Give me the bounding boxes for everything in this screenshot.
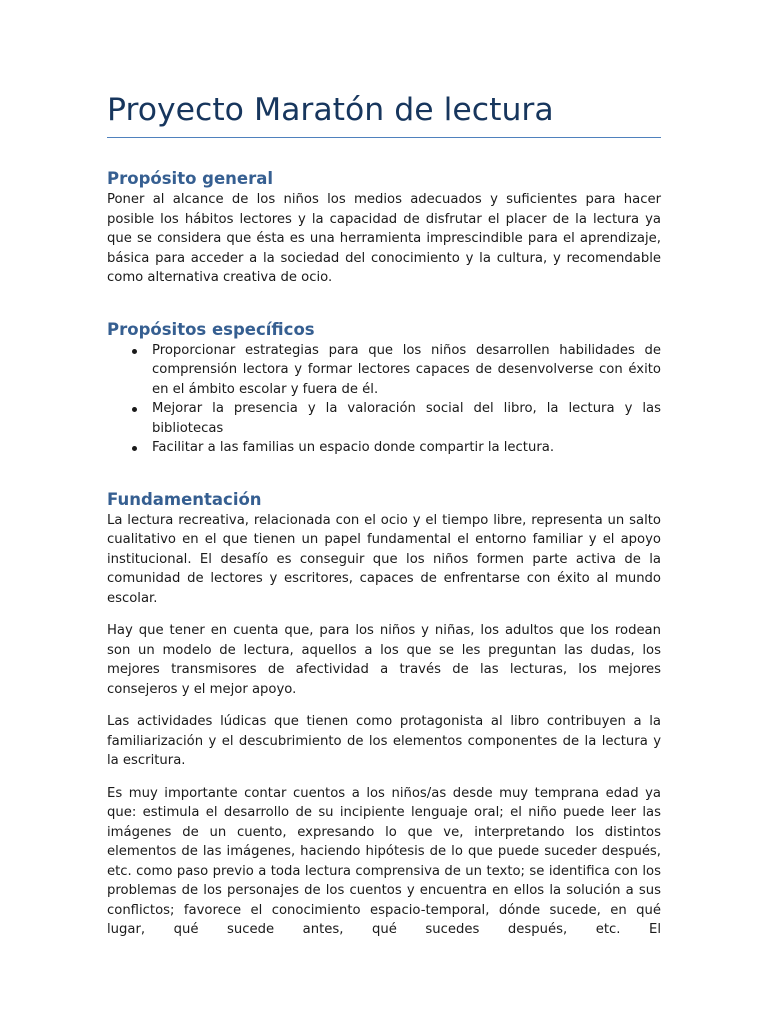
- bullet-item: [107, 438, 661, 458]
- paragraph-fundamentacion-4: Es muy importante contar cuentos a los niños/as desde muy temprana edad ya que: estimula el desarrollo de su incipiente lenguaje oral; el niño puede leer las imágenes de un cuento, expresando lo que ve, interpretando los distintos elementos de las imágenes, haciendo hipótesis de lo que puede suceder después, etc. como paso previo a toda lectura comprensiva de un texto; se identifica con los problemas de los personajes de los cuentos y encuentra en ellos la solución a sus conflictos; favorece el conocimiento espacio-temporal, dónde sucede, en qué lugar, qué sucede antes, qué sucedes después, etc. El: [107, 785, 661, 937]
- bullet-item: [107, 399, 661, 438]
- bullet-list-propositos: [107, 341, 661, 458]
- section-spacer: [107, 288, 661, 319]
- section-spacer: [107, 458, 661, 489]
- paragraph-spacer: [107, 771, 661, 784]
- paragraph-fundamentacion-1: La lectura recreativa, relacionada con el ocio y el tiempo libre, representa un salto cualitativo en el que tienen un papel fundamental el entorno familiar y el apoyo institucional. El desafío es conseguir que los niños formen parte activa de la comunidad de lectores y escritores, capaces de enfrentarse con éxito al mundo escolar.: [107, 512, 661, 606]
- bullet-dot-icon: [132, 407, 137, 412]
- bullet-text: Proporcionar estrategias para que los niños desarrollen habilidades de comprensión lectora y formar lectores capaces de desenvolverse con éxito en el ámbito escolar y fuera de él.: [152, 342, 661, 397]
- heading-propositos-especificos: Propósitos específicos: [107, 319, 315, 339]
- document-content: [107, 86, 661, 940]
- heading-fundamentacion: Fundamentación: [107, 489, 262, 509]
- heading-proposito-general: Propósito general: [107, 169, 274, 188]
- document-title: Proyecto Maratón de lectura: [107, 92, 554, 128]
- title-underline-rule: [107, 137, 661, 138]
- paragraph-proposito-general: Poner al alcance de los niños los medios adecuados y suficientes para hacer posible los hábitos lectores y la capacidad de disfrutar el placer de la lectura ya que se considera que ésta es una herramienta imprescindible para el aprendizaje, básica para acceder a la sociedad del conocimiento y la cultura, y recomendable como alternativa creativa de ocio.: [107, 192, 661, 285]
- paragraph-spacer: [107, 699, 661, 712]
- paragraph-fundamentacion-3: Las actividades lúdicas que tienen como protagonista al libro contribuyen a la familiarización y el descubrimiento de los elementos componentes de la lectura y la escritura.: [107, 714, 661, 768]
- paragraph-fundamentacion-2: Hay que tener en cuenta que, para los niños y niñas, los adultos que los rodean son un modelo de lectura, aquellos a los que se les preguntan las dudas, los mejores transmisores de afectividad a través de las lecturas, los mejores consejeros y el mejor apoyo.: [107, 623, 661, 697]
- bullet-text: Mejorar la presencia y la valoración social del libro, la lectura y las bibliotecas: [152, 401, 661, 436]
- bullet-dot-icon: [132, 446, 137, 451]
- bullet-item: [107, 341, 661, 400]
- paragraph-spacer: [107, 608, 661, 621]
- bullet-text: Facilitar a las familias un espacio donde compartir la lectura.: [152, 440, 555, 455]
- bullet-dot-icon: [132, 349, 137, 354]
